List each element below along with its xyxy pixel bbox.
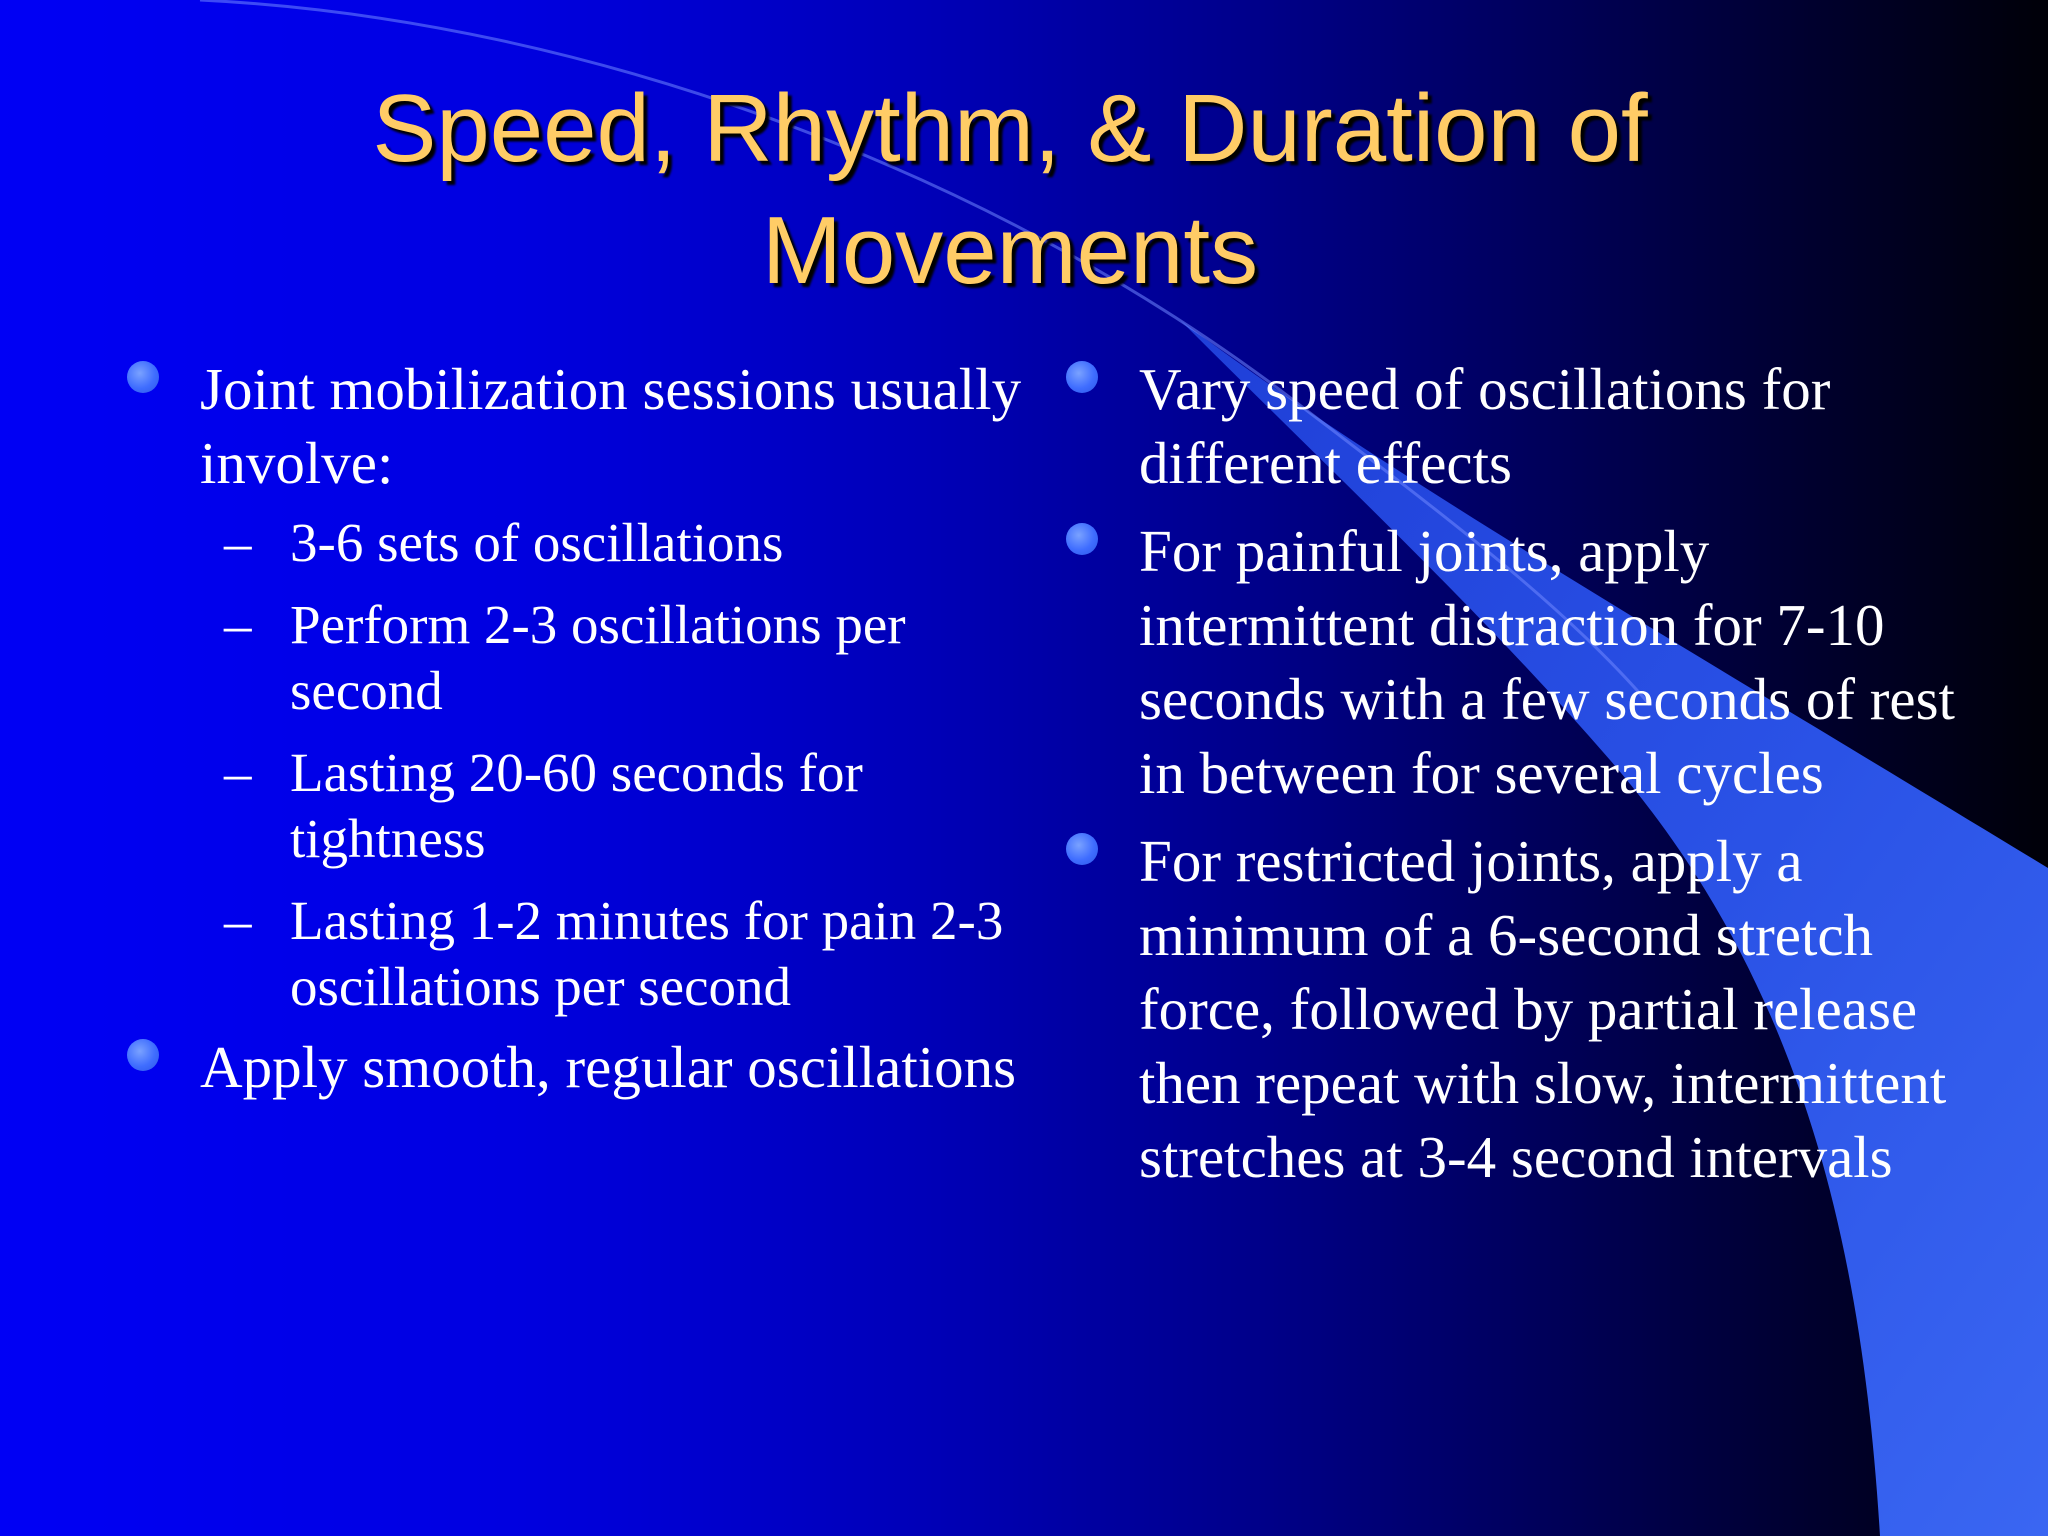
slide-title <box>180 68 1840 312</box>
bullet-item <box>1139 514 1959 810</box>
bullet-dot-icon <box>127 361 159 393</box>
sub-bullet-list <box>200 510 1040 1020</box>
sub-bullet-text: Lasting 20-60 seconds for tightness <box>290 742 863 869</box>
sub-bullet-item <box>200 888 1040 1020</box>
sub-bullet-item <box>200 592 1040 724</box>
bullet-text: Joint mobilization sessions usually involve: <box>200 356 1022 496</box>
right-column-bullets <box>1139 352 1959 1194</box>
bullet-text: Apply smooth, regular oscillations <box>200 1034 1017 1100</box>
sub-bullet-text: Perform 2-3 oscillations per second <box>290 594 906 721</box>
slide-title-line-2: Movements <box>761 197 1259 304</box>
bullet-dot-icon <box>127 1039 159 1071</box>
bullet-text: For restricted joints, apply a minimum of a 6-second stretch force, followed by partial release then repeat with slow, intermittent stretches at 3-4 second intervals <box>1139 828 1947 1190</box>
sub-bullet-item <box>200 510 1040 576</box>
slide-title-line-1: Speed, Rhythm, & Duration of <box>372 75 1648 182</box>
bullet-item <box>200 1030 1040 1104</box>
bullet-text: Vary speed of oscillations for different effects <box>1139 356 1831 496</box>
sub-bullet-item <box>200 740 1040 872</box>
bullet-item <box>200 352 1040 1020</box>
bullet-item <box>1139 352 1959 500</box>
bullet-text: For painful joints, apply intermittent distraction for 7-10 seconds with a few seconds of rest in between for several cycles <box>1139 518 1955 806</box>
sub-bullet-text: Lasting 1-2 minutes for pain 2-3 oscillations per second <box>290 890 1004 1017</box>
sub-bullet-text: 3-6 sets of oscillations <box>290 512 784 573</box>
bullet-dot-icon <box>1066 523 1098 555</box>
dash-marker-icon: – <box>224 742 252 803</box>
dash-marker-icon: – <box>224 594 252 655</box>
dash-marker-icon: – <box>224 890 252 951</box>
bullet-dot-icon <box>1066 361 1098 393</box>
left-column-bullets <box>200 352 1040 1104</box>
bullet-item <box>1139 824 1959 1194</box>
bullet-dot-icon <box>1066 833 1098 865</box>
dash-marker-icon: – <box>224 512 252 573</box>
